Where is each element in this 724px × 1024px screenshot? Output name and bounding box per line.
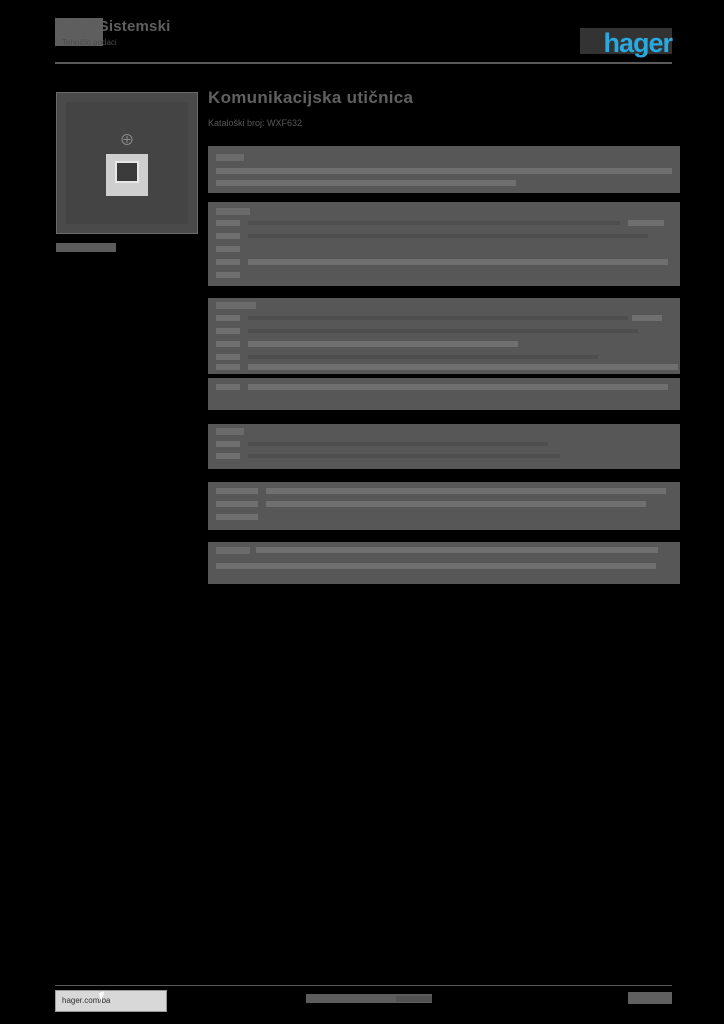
crosshair-icon	[122, 134, 133, 145]
rj45-jack-icon	[106, 154, 148, 196]
section-tehnicki-podaci	[208, 298, 680, 374]
product-subtitle: Kataloški broj: WXF632	[208, 118, 303, 128]
product-image	[56, 92, 198, 234]
page-subtitle: Tehnički podaci	[62, 38, 117, 47]
rj45-jack-opening	[115, 161, 139, 183]
section-tehnicki-podaci-continued	[208, 378, 680, 410]
page-title: KNX Sistemski	[62, 18, 171, 35]
socket-faceplate	[66, 102, 188, 224]
document-header	[55, 18, 672, 64]
footer-url-text: hager.com/ba	[62, 996, 111, 1005]
section-opis	[208, 146, 680, 193]
section-napomene	[208, 482, 680, 530]
product-title: Komunikacijska utičnica	[208, 88, 414, 107]
footer-divider	[55, 985, 672, 986]
section-karakteristike	[208, 202, 680, 286]
footer-url-field[interactable]	[55, 990, 167, 1012]
section-dimenzije	[208, 424, 680, 469]
footer-center-secondary	[396, 996, 432, 1002]
document-body	[208, 88, 680, 584]
hager-logo: hager	[603, 28, 672, 58]
header-divider	[55, 62, 672, 64]
footer-page-number	[628, 992, 672, 1004]
section-pakovanje	[208, 542, 680, 584]
rj45-jack-notch	[122, 184, 132, 192]
figure-caption	[56, 243, 116, 252]
